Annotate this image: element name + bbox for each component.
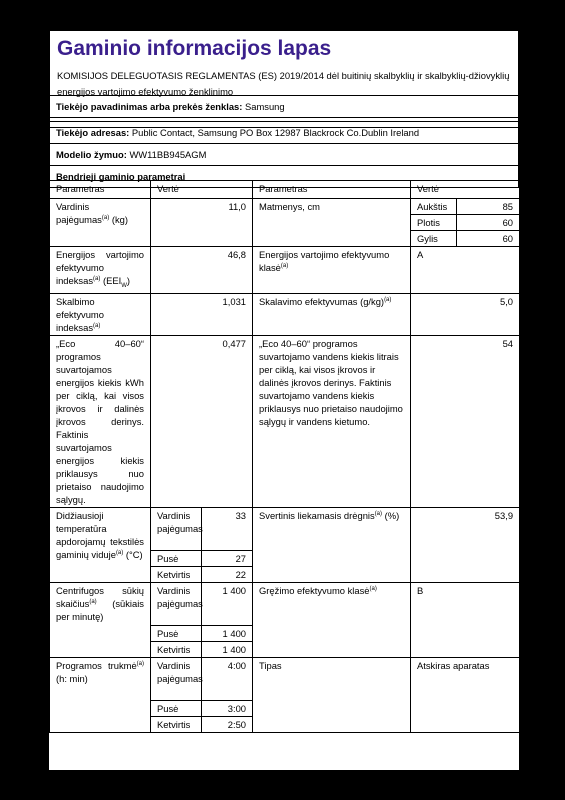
rinsing-label: Skalavimo efektyvumas (g/kg): [259, 296, 385, 307]
eco-energy-value: 0,477: [151, 336, 253, 508]
table-row: [50, 583, 520, 626]
table-header-row: [50, 181, 520, 199]
washing-index-label: Skalbimo efektyvumo indeksas: [56, 296, 104, 333]
capacity-label: Vardinis pajėgumas: [56, 201, 102, 225]
footnote-mark: (a): [384, 296, 392, 303]
dim-width-value: 60: [457, 215, 519, 231]
duration-half-value: 3:00: [202, 701, 253, 717]
dim-depth-value: 60: [457, 231, 519, 247]
energy-class-label: Energijos vartojimo efektyvumo klasė: [259, 249, 390, 273]
duration-quarter-label: Ketvirtis: [151, 717, 202, 733]
max-temp-rated-value: 33: [202, 508, 253, 551]
address-label: Tiekėjo adresas:: [56, 127, 130, 138]
footnote-mark: (a): [115, 549, 124, 556]
max-temp-unit: (°C): [125, 549, 143, 560]
product-fiche: [49, 30, 519, 770]
supplier-row: [49, 95, 519, 118]
footnote-mark: (a): [280, 262, 289, 269]
rinsing-value: 5,0: [411, 294, 519, 336]
dimensions-label: Matmenys, cm: [253, 199, 411, 247]
table-row: [50, 508, 520, 551]
header-value: Vertė: [151, 181, 253, 199]
washing-index-value: 1,031: [151, 294, 253, 336]
spin-half-value: 1 400: [202, 626, 253, 642]
spin-quarter-value: 1 400: [202, 642, 253, 658]
address-row: [49, 121, 519, 144]
eco-energy-text: „Eco 40–60“ programos suvartojamos energijos kiekis kWh per ciklą, kai visos įkrovos ir dalinės įkrovos derinys. Faktinis suvartojamos energijos kiekis priklausys nuo prietaiso naudojimo sąlygų.: [50, 336, 151, 508]
spin-class-label-cell: [253, 583, 411, 658]
energy-class-value: A: [411, 247, 519, 294]
supplier-label: Tiekėjo pavadinimas arba prekės ženklas:: [56, 101, 243, 112]
model-row: [49, 143, 519, 166]
address-value: Public Contact, Samsung PO Box 12987 Blackrock Co.Dublin Ireland: [131, 127, 420, 138]
dim-width-label: Plotis: [411, 215, 457, 231]
duration-rated-label: Vardinis pajėgumas: [151, 658, 202, 701]
dim-depth-label: Gylis: [411, 231, 457, 247]
spin-class-value: B: [411, 583, 519, 658]
eco-water-value: 54: [411, 336, 519, 508]
model-value: WW11BB945AGM: [129, 149, 207, 160]
eei-unit: (EEI: [102, 275, 122, 286]
duration-half-label: Pusė: [151, 701, 202, 717]
max-temp-quarter-label: Ketvirtis: [151, 567, 202, 583]
duration-label-cell: [50, 658, 151, 733]
parameters-table: [49, 180, 519, 733]
moisture-unit: (%): [384, 510, 400, 521]
model-label: Modelio žymuo:: [56, 149, 127, 160]
spin-rated-label: Vardinis pajėgumas: [151, 583, 202, 626]
eei-unit-sub: W: [121, 282, 127, 289]
spin-speed-label: Centrifugos sūkių skaičius: [56, 585, 144, 609]
max-temp-half-value: 27: [202, 551, 253, 567]
max-temp-half-label: Pusė: [151, 551, 202, 567]
footnote-mark: (a): [369, 585, 377, 592]
max-temp-rated-label: Vardinis pajėgumas: [151, 508, 202, 551]
moisture-label: Svertinis liekamasis drėgnis: [259, 510, 375, 521]
duration-unit: (h: min): [56, 673, 88, 684]
header-param-2: Parametras: [253, 181, 411, 199]
spin-rated-value: 1 400: [202, 583, 253, 626]
type-label: Tipas: [253, 658, 411, 733]
header-value-2: Vertė: [411, 181, 519, 199]
washing-index-label-cell: [50, 294, 151, 336]
page-title: Gaminio informacijos lapas: [57, 37, 332, 60]
moisture-label-cell: [253, 508, 411, 583]
dim-height-value: 85: [457, 199, 519, 215]
capacity-value: 11,0: [151, 199, 253, 247]
eei-value: 46,8: [151, 247, 253, 294]
eei-label-cell: [50, 247, 151, 294]
eco-water-text: „Eco 40–60“ programos suvartojamo vandens kiekis litrais per ciklą, kai visos įkrovos ir dalinės įkrovos derinys. Faktinis suvartojamo vandens kiekis priklausys nuo prietaiso naudojimo sąlygų ir vandens kietumo.: [253, 336, 411, 508]
energy-class-label-cell: [253, 247, 411, 294]
type-value: Atskiras aparatas: [411, 658, 519, 733]
capacity-label-cell: [50, 199, 151, 247]
capacity-unit: (kg): [111, 214, 128, 225]
spin-speed-unit: (sūkiais per minutę): [56, 598, 144, 622]
spin-speed-label-cell: [50, 583, 151, 658]
eei-label: Energijos vartojimo efektyvumo indeksas: [56, 249, 144, 286]
dim-height-label: Aukštis: [411, 199, 457, 215]
footnote-mark: (a): [374, 510, 383, 517]
footnote-mark: (a): [93, 322, 101, 329]
table-row: [50, 199, 520, 215]
table-row: [50, 294, 520, 336]
spin-class-label: Gręžimo efektyvumo klasė: [259, 585, 370, 596]
rinsing-label-cell: [253, 294, 411, 336]
regulation-subtitle: KOMISIJOS DELEGUOTASIS REGLAMENTAS (ES) 2019/2014 dėl buitinių skalbyklių ir skalbyklių-džiovyklių energijos vartojimo efektyvumo ženklinimo: [57, 70, 510, 97]
duration-quarter-value: 2:50: [202, 717, 253, 733]
footnote-mark: (a): [101, 214, 110, 221]
footnote-mark: (a): [89, 598, 97, 605]
max-temp-quarter-value: 22: [202, 567, 253, 583]
table-row: [50, 247, 520, 294]
eei-unit-end: ): [126, 275, 130, 286]
table-row: [50, 658, 520, 701]
max-temp-label-cell: [50, 508, 151, 583]
duration-rated-value: 4:00: [202, 658, 253, 701]
footnote-mark: (a): [136, 660, 144, 667]
moisture-value: 53,9: [411, 508, 519, 583]
header-param: Parametras: [50, 181, 151, 199]
supplier-value: Samsung: [245, 101, 285, 112]
spin-quarter-label: Ketvirtis: [151, 642, 202, 658]
table-row: [50, 336, 520, 508]
spin-half-label: Pusė: [151, 626, 202, 642]
duration-label: Programos trukmė: [56, 660, 137, 671]
footnote-mark: (a): [93, 275, 101, 282]
section-heading: Bendrieji gaminio parametrai: [49, 165, 519, 188]
max-temp-label: Didžiausioji temperatūra apdorojamų tekstilės gaminių viduje: [56, 510, 144, 560]
